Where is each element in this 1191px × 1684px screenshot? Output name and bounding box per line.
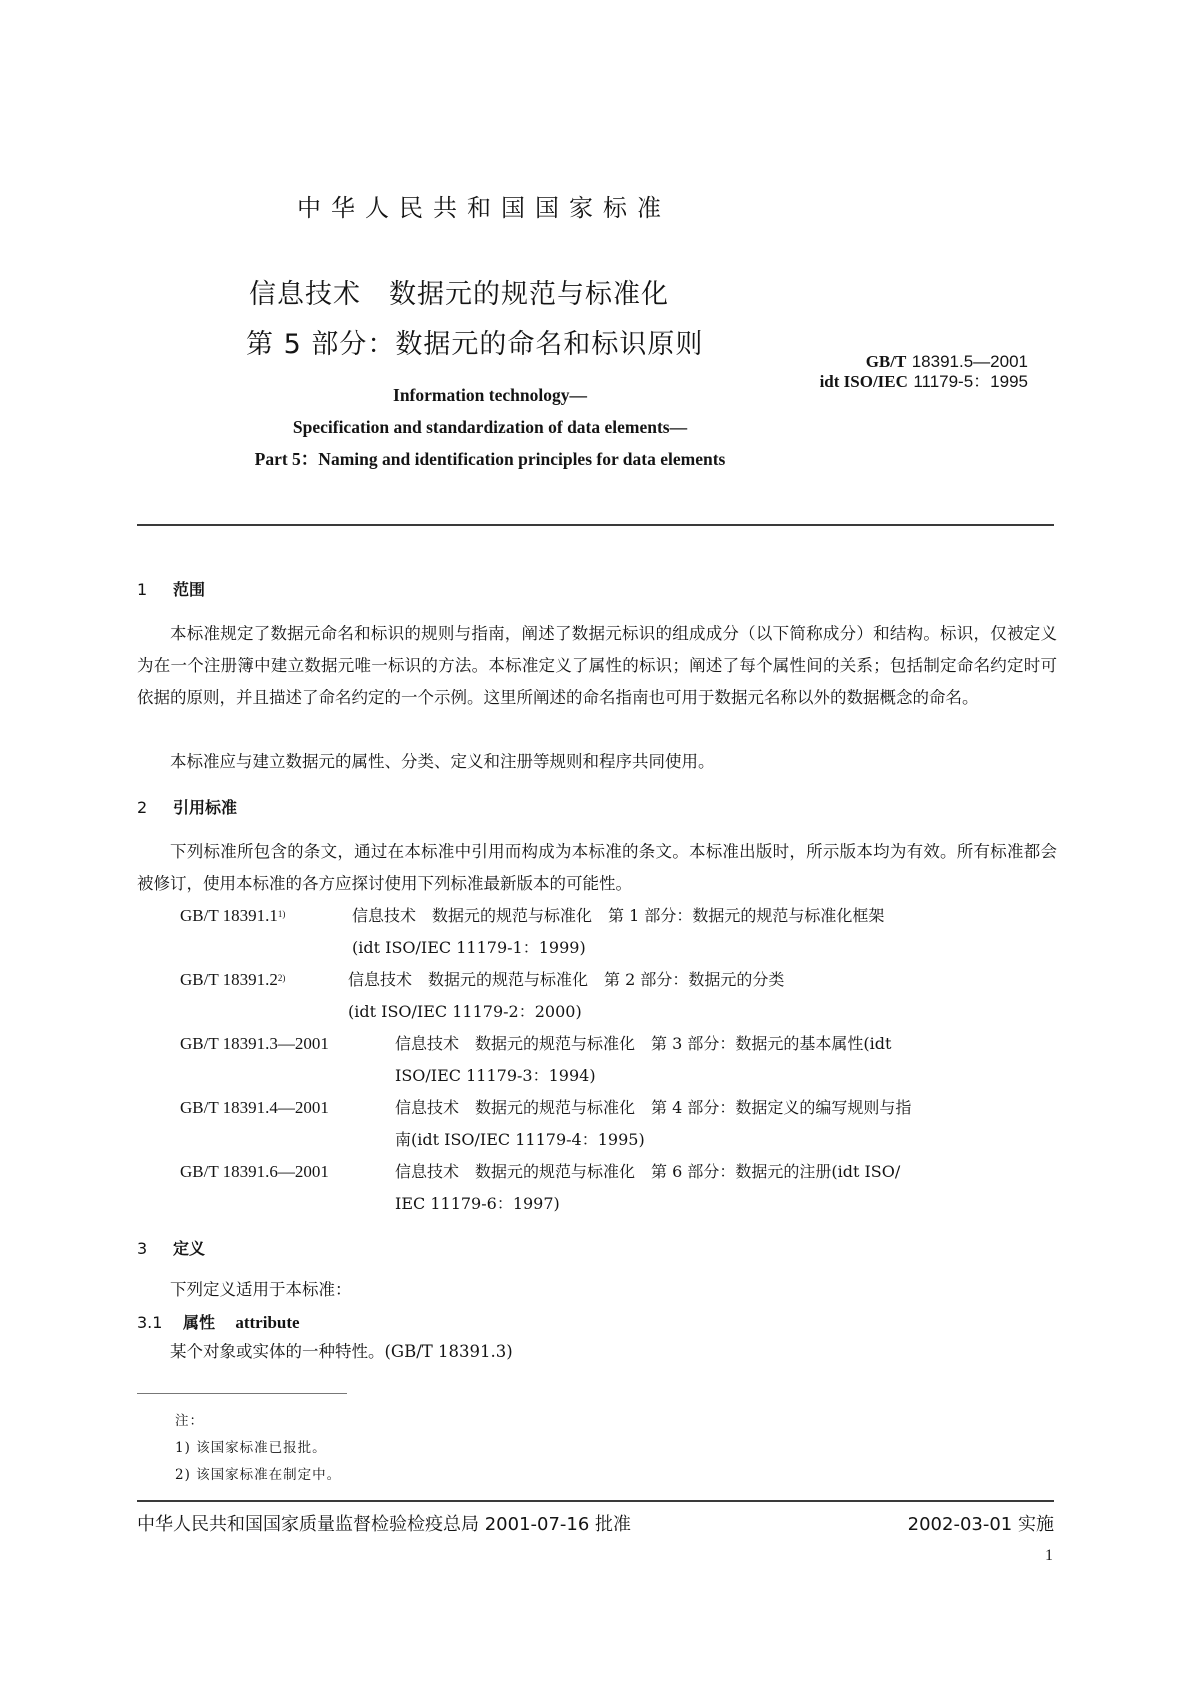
scope-paragraph-1: 本标准规定了数据元命名和标识的规则与指南，阐述了数据元标识的组成成分（以下简称成分）和结构。标识，仅被定义为在一个注册簿中建立数据元唯一标识的方法。本标准定义了属性的标识；阐述了每个属性间的关系；包括制定命名约定时可依据的原则，并且描述了命名约定的一个示例。这里所阐述的命名指南也可用于数据元名称以外的数据概念的命名。 xyxy=(137,624,1057,707)
title-en-line2: Specification and standardization of data elements— xyxy=(292,417,688,437)
footnote-label: 注： xyxy=(175,1413,204,1429)
footer-divider xyxy=(137,1500,1054,1502)
reference-code: GB/T 18391.1$^{1)}$ xyxy=(180,906,286,925)
page-number: 1 xyxy=(1045,1547,1053,1564)
term-cn: 属性 xyxy=(183,1313,216,1332)
section-1-heading xyxy=(137,577,205,600)
title-cn-line2: 第 5 部分：数据元的命名和标识原则 xyxy=(246,329,704,360)
title-en xyxy=(195,379,785,475)
footnote-divider xyxy=(137,1393,347,1394)
approval-statement: 中华人民共和国国家质量监督检验检疫总局 2001-07-16 批准 xyxy=(137,1514,632,1535)
header-divider xyxy=(137,524,1054,526)
reference-code: GB/T 18391.3—2001 xyxy=(180,1034,329,1053)
reference-item xyxy=(180,1092,1060,1156)
reference-item xyxy=(180,1156,1060,1220)
reference-code: GB/T 18391.6—2001 xyxy=(180,1162,329,1181)
section-number: 3 xyxy=(137,1239,148,1258)
reference-item xyxy=(180,1028,1060,1092)
footnote-2: 2) 该国家标准在制定中。 xyxy=(175,1467,342,1483)
section-number: 1 xyxy=(137,580,148,599)
idt-prefix: idt ISO/IEC xyxy=(819,372,908,391)
section-2-heading xyxy=(137,795,237,818)
reference-code: GB/T 18391.2$^{2)}$ xyxy=(180,970,286,989)
reference-title: 信息技术 数据元的规范与标准化 第 3 部分：数据元的基本属性(idt ISO/IEC 11179-3：1994) xyxy=(395,1034,892,1085)
standard-number-block xyxy=(808,352,1028,392)
implementation-date: 2002-03-01 实施 xyxy=(907,1514,1054,1535)
section-number: 2 xyxy=(137,798,148,817)
title-cn-line1: 信息技术 数据元的规范与标准化 xyxy=(249,279,669,310)
reference-item xyxy=(180,964,1060,1028)
idt-number-value: 11179-5：1995 xyxy=(913,372,1028,391)
section-title: 引用标准 xyxy=(173,798,238,817)
reference-title: 信息技术 数据元的规范与标准化 第 6 部分：数据元的注册(idt ISO/ IEC 11179-6：1997) xyxy=(395,1162,901,1213)
title-en-line1: Information technology— xyxy=(393,385,587,405)
reference-item xyxy=(180,900,1060,964)
std-number-value: 18391.5—2001 xyxy=(911,352,1028,371)
footnote-1: 1) 该国家标准已报批。 xyxy=(175,1440,327,1456)
reference-title: 信息技术 数据元的规范与标准化 第 1 部分：数据元的规范与标准化框架 (idt ISO/IEC 11179-1：1999) xyxy=(352,906,885,957)
term-number: 3.1 xyxy=(137,1313,163,1332)
idt-number xyxy=(808,372,1028,392)
section-title: 定义 xyxy=(173,1239,206,1258)
reference-title: 信息技术 数据元的规范与标准化 第 2 部分：数据元的分类 (idt ISO/IEC 11179-2：2000) xyxy=(348,970,785,1021)
term-definition: 某个对象或实体的一种特性。(GB/T 18391.3) xyxy=(170,1342,513,1361)
section-title: 范围 xyxy=(173,580,206,599)
reference-title: 信息技术 数据元的规范与标准化 第 4 部分：数据定义的编写规则与指 南(idt ISO/IEC 11179-4：1995) xyxy=(395,1098,912,1149)
section-3-heading xyxy=(137,1236,205,1259)
title-en-line3: Part 5：Naming and identification principles for data elements xyxy=(254,449,726,469)
scope-paragraph-2: 本标准应与建立数据元的属性、分类、定义和注册等规则和程序共同使用。 xyxy=(170,752,715,771)
std-prefix: GB/T xyxy=(865,352,907,371)
term-en: attribute xyxy=(235,1313,300,1332)
standard-number xyxy=(808,352,1028,372)
term-heading xyxy=(137,1310,300,1333)
definitions-intro: 下列定义适用于本标准： xyxy=(170,1280,352,1299)
national-standard-heading: 中华人民共和国国家标准 xyxy=(297,194,671,222)
references-intro: 下列标准所包含的条文，通过在本标准中引用而构成为本标准的条文。本标准出版时，所示版本均为有效。所有标准都会被修订，使用本标准的各方应探讨使用下列标准最新版本的可能性。 xyxy=(137,842,1057,893)
reference-code: GB/T 18391.4—2001 xyxy=(180,1098,329,1117)
